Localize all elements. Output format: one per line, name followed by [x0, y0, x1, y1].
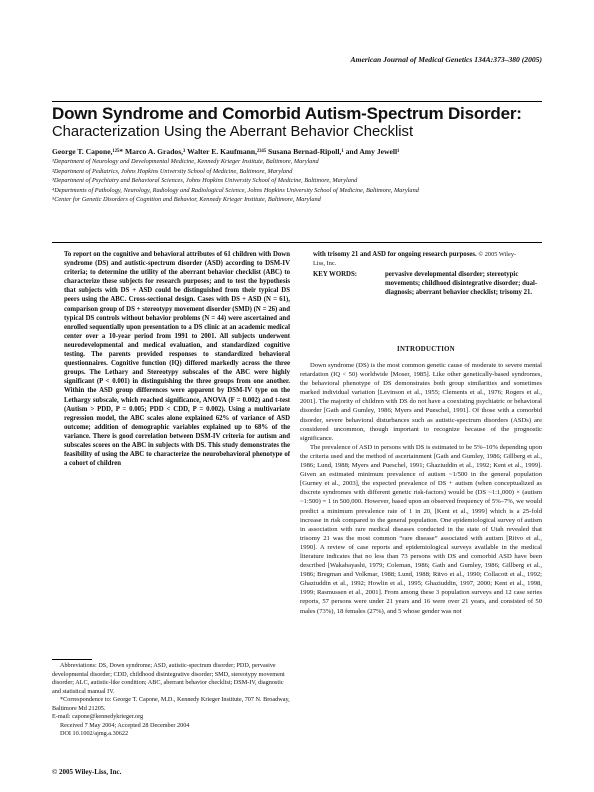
- introduction-text: [300, 361, 542, 616]
- footnotes: [52, 662, 290, 739]
- affiliation-2: ²Department of Pediatrics, Johns Hopkins University School of Medicine, Baltimore, Maryland: [52, 167, 293, 175]
- footnote-doi: DOI 10.1002/ajmg.a.30622: [60, 730, 129, 737]
- keywords-list: pervasive developmental disorder; stereotypic movements; childhood disintegrative disorder; dual-diagnosis; aberrant behavior checklist; trisomy 21.: [385, 271, 538, 297]
- affiliation-3: ³Department of Psychiatry and Behavioral Sciences, Johns Hopkins University School of Medicine, Baltimore, Maryland: [52, 177, 358, 185]
- page-copyright: © 2005 Wiley-Liss, Inc.: [52, 768, 122, 776]
- intro-paragraph-1: Down syndrome (DS) is the most common genetic cause of moderate to severe mental retardation (IQ < 50) worldwide [Moser, 1985]. Like other genetically-based syndromes, the behavioral phenotype of DS demonstrates both group similarities and sometimes marked individual variation [Levinson et al., 1955; Clements et al., 1976; Rogers et al., 2001]. The majority of children with DS do not have a coexisting psychiatric or behavioral disorder [Gath and Gumley, 1986; Myers and Pueschel, 1991]. Of those with a comorbid disorder, severe behavioral disturbances such as autistic-spectrum disorders (ASDs) are considered uncommon, though important to recognize because of the prognostic significance.: [300, 362, 542, 442]
- footnote-rule: [52, 659, 92, 660]
- title-rule-top: [52, 101, 542, 102]
- affiliation-1: ¹Department of Neurology and Developmental Medicine, Kennedy Krieger Institute, Baltimore, Maryland: [52, 158, 319, 165]
- article-title: Down Syndrome and Comorbid Autism-Spectrum Disorder:: [52, 104, 522, 123]
- keywords-label: KEY WORDS:: [313, 271, 357, 278]
- footnote-received: Received 7 May 2004; Accepted 28 December 2004: [60, 721, 190, 729]
- footnote-correspondence: *Correspondence to: George T. Capone, M.D., Kennedy Krieger Institute, 707 N. Broadway, Baltimore Md 21205.: [52, 696, 290, 712]
- affiliation-5: ⁵Center for Genetic Disorders of Cognition and Behavior, Kennedy Krieger Institute, Baltimore, Maryland: [52, 196, 321, 204]
- introduction-heading: INTRODUCTION: [397, 346, 455, 353]
- article-subtitle: Characterization Using the Aberrant Behavior Checklist: [52, 124, 414, 140]
- affiliation-4: ⁴Departments of Pathology, Neurology, Radiology and Radiological Science, Johns Hopkins University School of Medicine, Baltimore, Maryland: [52, 186, 419, 194]
- abstract-continuation: [313, 250, 528, 268]
- footnote-email: E-mail: capone@kennedykrieger.org: [52, 713, 144, 720]
- affiliations: [52, 157, 544, 205]
- abstract-text: To report on the cognitive and behavioral attributes of 61 children with Down syndrome (DS) and autistic-spectrum disorder (ASD) according to DSM-IV criteria; to determine the utility of the aberrant behavior checklist (ABC) to characterize these subjects for research purposes; and to test the hypothesis that subjects with DS + ASD could be distinguished from their typical DS peers using the ABC. Cross-sectional design. Cases with DS + ASD (N = 61), comparison group of DS + stereotypy movement disorder (SMD) (N = 26) and typical DS controls without behavior problems (N = 44) were ascertained and enrolled sequentially upon presentation to a DS clinic at an academic medical center over a 10-year period from 1991 to 2001. All subjects underwent neurodevelopmental and medical evaluation, and standardized cognitive testing. The parents provided responses to standardized behavioral questionnaires. Cognitive function (IQ) differed markedly across the three groups. The Lethary and Stereotypy subscales of the ABC were highly significant (P < 0.001) in distinguishing the three groups from one another. Within the ASD group differences were apparent by DSM-IV type on the Lethargy subscale, which reached significance, ANOVA (F = 0.002) and t-test (Autism > PDD, P = 0.005; PDD < CDD, P = 0.002). Using a multivariate regression model, the ABC scales alone explained 62% of variance of ASD outcome; addition of demographic variables explained up to 68% of the variance. There is good correlation between DSM-IV criteria for autism and subscales scores on the ABC in subjects with DS. This study demonstrates the feasibility of using the ABC to characterize the neurobehavioral phenotype of a cohort of children: [64, 251, 290, 468]
- abstract-end: with trisomy 21 and ASD for ongoing research purposes.: [313, 251, 477, 258]
- footnote-abbreviations: Abbreviations: DS, Down syndrome; ASD, autistic-spectrum disorder; PDD, pervasive developmental disorder; CDD, childhood disintegrative disorder; SMD, stereotypy movement disorder; ALC, autistic-like condition; ABC, aberrant behavior checklist; DSM-IV, diagnostic and statistical manual IV.: [52, 662, 285, 695]
- intro-paragraph-2: The prevalence of ASD in persons with DS is estimated to be 5%–10% depending upon the criteria used and the method of ascertainment [Gath and Gumley, 1986; Gillberg et al., 1986; Lund, 1988; Myers and Pueschel, 1991; Ghaziuddin et al., 1992; Kent et al., 1999]. Given an estimated minimum prevalence of autism ~1/500 in the general population [Gurney et al., 2003], the expected prevalence of DS + autism (when conceptualized as discrete syndromes with different genetic risk-factors) would be (DS ~1:1,000) × (autism ~1:500) = 1 in 500,000. However, based upon an observed frequency of 5%–7%, we would predict a minimum prevalence rate of 1 in 20, [Kent et al., 1999] which is a 25-fold increase in risk compared to the general population. One epidemiological survey of autism in association with rare medical diseases conducted in the state of Utah revealed that trisomy 21 was the most common “rare disease” associated with autism [Ritvo et al., 1990]. A review of case reports and epidemiological surveys available in the medical literature indicates that no less than 73 persons with DS and comorbid ASD have been described [Wakabayashi, 1979; Coleman, 1986; Gath and Gumley, 1986; Gillberg et al., 1986; Bregman and Volkmar, 1988; Lund, 1988; Ritvo et al., 1990; Collacott et al., 1992; Ghaziuddin et al., 1992; Howlin et al., 1995; Ghaziuddin, 1997, 2000; Kent et al., 1998, 1999; Rasmussen et al., 2001]. From among these 3 population surveys and 12 case series reports, 57 persons were under 21 years and 16 were over 21 years, and consisted of 50 males (73%), 18 females (27%), and 5 whose gender was not: [300, 443, 542, 615]
- author-list: George T. Capone,¹²⁵* Marco A. Grados,³ Walter E. Kaufmann,²³⁴⁵ Susana Bernad-Ripoll,¹ and Amy Jewell¹: [52, 147, 400, 156]
- affiliation-rule: [52, 242, 542, 243]
- journal-header: American Journal of Medical Genetics 134A:373–380 (2005): [350, 55, 542, 64]
- abstract-copyright: © 2005 Wiley-Liss, Inc.: [313, 251, 517, 268]
